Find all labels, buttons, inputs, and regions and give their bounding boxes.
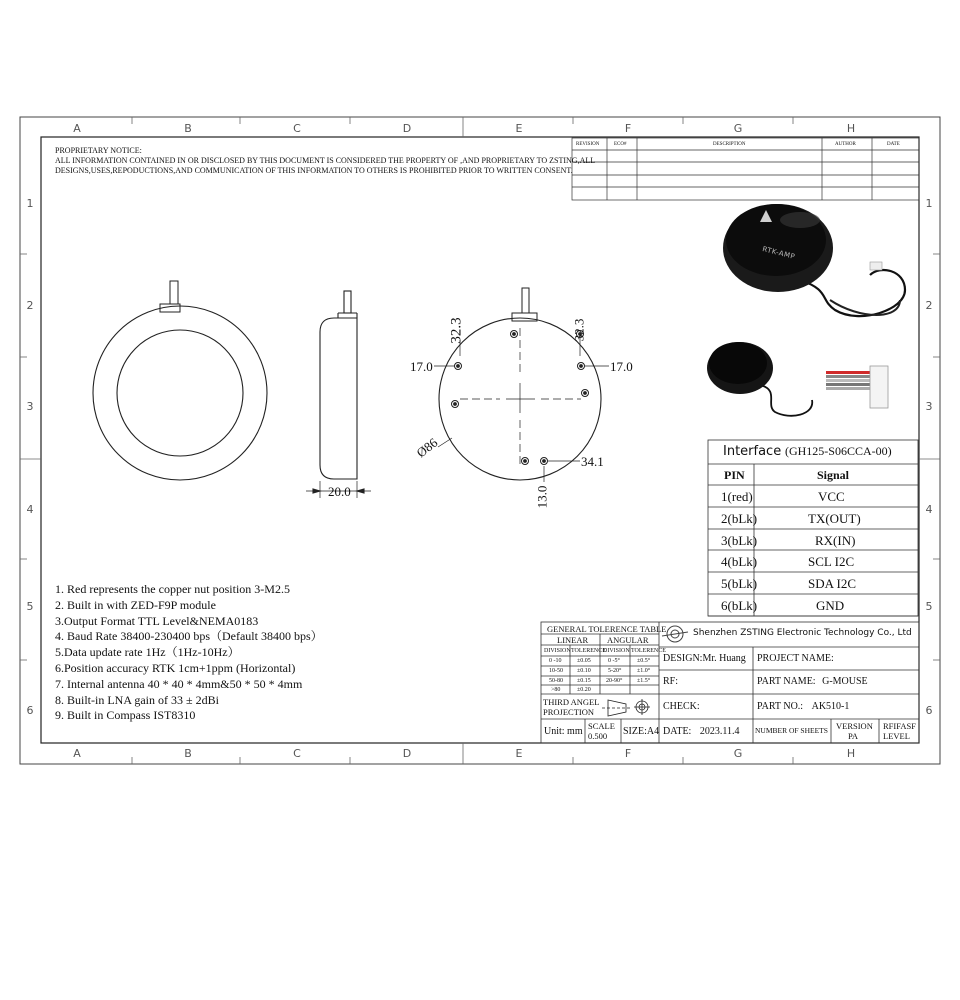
note-item: 7. Internal antenna 40 * 40 * 4mm&50 * 50 * 4mm [55,676,303,691]
dim-17-0-right: 17.0 [610,359,633,374]
part-name-field [757,676,868,687]
product-photo-large [723,204,905,316]
interface-signal: TX(OUT) [808,511,861,526]
unit-label: Unit: mm [544,726,583,737]
tol-header: DIVISION [603,648,630,654]
zone-row-4-right: 4 [925,503,933,516]
interface-pin: 1(red) [721,489,753,504]
rev-header-author: AUTHOR [835,142,856,147]
tolerance-angular: ANGULAR [607,635,649,645]
tol-cell: 0 -10 [549,658,562,664]
zone-col-c: C [293,122,301,135]
interface-row [708,573,918,594]
dim-32-3-right: 32.3 [571,318,587,342]
zone-col-d: D [402,122,412,135]
interface-row [708,530,918,551]
note-item: 8. Built-in LNA gain of 33 ± 2dBi [55,692,219,707]
zone-row-5-right: 5 [925,600,933,613]
zone-row-1-right: 1 [925,197,933,210]
zone-col-a-bottom: A [73,747,81,760]
tol-cell: 5-20° [608,668,622,674]
version-value: PA [847,731,859,741]
part-no-value: AK510-1 [811,701,850,712]
interface-row [708,486,918,507]
tol-cell: 50-80 [549,678,563,684]
rf-field: RF: [663,676,679,687]
notice-line-1: ALL INFORMATION CONTAINED IN OR DISCLOSED BY THIS DOCUMENT IS CONSIDERED THE PROPERTY OF ,AND PROPRIETARY TO ZSTING,ALL [55,156,596,165]
scale-value: 0.500 [588,731,608,741]
zone-row-4: 4 [26,503,34,516]
zone-col-h-bottom: H [846,747,856,760]
note-item: 9. Built in Compass IST8310 [55,708,196,723]
interface-pin: 5(bLk) [721,576,758,591]
proprietary-notice [55,146,595,176]
tol-cell: 10-50 [549,668,563,674]
company-name: Shenzhen ZSTING Electronic Technology Co., Ltd [693,628,912,638]
interface-row [708,508,918,529]
interface-pin: 2(bLk) [721,511,758,526]
projection-line-2: PROJECTION [543,707,595,717]
zone-row-6: 6 [26,704,34,717]
product-label: RTK-AMP [761,245,796,261]
note-item: 1. Red represents the copper nut position 3-M2.5 [55,582,290,596]
notice-line-2: DESIGNS,USES,REPODUCTIONS,AND COMMUNICATION OF THIS INFORMATION TO OTHERS IS PROHIBITED PRIOR TO WRITTEN CONSENT. [55,166,573,175]
zone-row-6-right: 6 [925,704,933,717]
zone-col-f: F [624,122,632,135]
zone-col-g: G [733,122,743,135]
tol-cell: ±1.0° [637,668,651,674]
interface-title [723,443,892,460]
interface-signal: RX(IN) [815,533,856,548]
side-view [306,291,371,498]
part-no-label: PART NO.: [757,701,804,712]
note-item: 6.Position accuracy RTK 1cm+1ppm (Horizontal) [55,660,296,675]
tol-cell: ±0.15 [577,678,591,684]
note-item: 4. Baud Rate 38400-230400 bps（Default 38400 bps） [55,629,323,644]
zone-col-g-bottom: G [733,747,743,760]
zone-col-b: B [184,122,192,135]
zone-col-b-bottom: B [184,747,192,760]
scale-block [588,721,615,741]
level-value: LEVEL [883,731,910,741]
interface-title-label: Interface [723,444,782,459]
interface-signal: SDA I2C [808,576,857,591]
tol-cell: 0 -5° [608,658,620,664]
date-field [663,726,739,737]
dim-13-0: 13.0 [534,485,550,509]
interface-row [708,551,918,572]
tolerance-linear: LINEAR [557,635,589,645]
scale-label: SCALE [588,721,615,731]
interface-header-pin: PIN [724,468,745,482]
rev-header-date: DATE [887,142,900,147]
tol-header: TOLERENCE [571,648,606,654]
interface-pin: 3(bLk) [721,533,758,548]
date-label: DATE: [663,726,692,737]
zone-row-2: 2 [26,299,34,312]
interface-pin: 6(bLk) [721,598,758,613]
tol-header: DIVISION [544,648,571,654]
projection-label [543,697,599,717]
interface-pin: 4(bLk) [721,554,758,569]
product-photo-small [707,342,812,416]
version-label: VERSION [836,721,873,731]
project-name-field: PROJECT NAME: [757,653,834,664]
part-name-label: PART NAME: [757,676,816,687]
part-no-field [757,701,849,712]
zone-row-1: 1 [26,197,34,210]
zone-col-f-bottom: F [624,747,632,760]
tol-cell: ±1.5° [637,678,651,684]
interface-connector: (GH125-S06CCA-00) [784,444,892,458]
note-item: 5.Data update rate 1Hz（1Hz-10Hz） [55,645,240,660]
version-field [836,721,873,741]
dim-34-1: 34.1 [581,454,604,469]
date-value: 2023.11.4 [699,726,740,737]
dim-20-0: 20.0 [328,484,351,499]
rev-header-eco: ECO# [614,142,627,147]
zone-col-e-bottom: E [515,747,523,760]
notice-title: PROPRIETARY NOTICE: [55,146,142,155]
zone-row-3: 3 [26,400,34,413]
projection-line-1: THIRD ANGEL [543,697,600,707]
tol-cell: 20-90° [606,678,623,684]
tol-header: TOLERENCE [631,648,666,654]
tol-cell: ±0.5° [637,658,651,664]
design-field: DESIGN:Mr. Huang [663,653,746,664]
zone-col-a: A [73,122,81,135]
dim-17-0-left: 17.0 [410,359,433,374]
tol-cell: ±0.20 [577,687,591,693]
check-field: CHECK: [663,701,700,712]
front-view [93,281,267,480]
sheets-field: NUMBER OF SHEETS [755,726,828,735]
spec-notes [55,582,323,724]
tol-cell: >80 [551,687,561,693]
interface-signal: GND [816,598,845,613]
interface-signal: VCC [818,489,845,504]
dim-32-3-left: 32.3 [448,317,465,344]
projection-symbol [602,699,650,716]
tolerance-title: GENERAL TOLERENCE TABLE [547,624,667,634]
zone-col-c-bottom: C [293,747,301,760]
zone-row-5: 5 [26,600,34,613]
interface-header-signal: Signal [817,468,850,482]
part-name-value: G-MOUSE [822,676,868,687]
size-label: SIZE:A4 [623,726,660,737]
dim-diameter-86: Ø86 [413,434,441,461]
rev-header-revision: REVISION [576,142,600,147]
zone-col-h: H [846,122,856,135]
tol-cell: ±0.10 [577,668,591,674]
cable-connector-photo [826,366,888,408]
rev-header-description: DESCRIPTION [713,142,746,147]
zone-row-2-right: 2 [925,299,933,312]
interface-row [708,595,918,616]
level-field [883,721,916,741]
zone-col-e: E [515,122,523,135]
zone-row-3-right: 3 [925,400,933,413]
zone-col-d-bottom: D [402,747,412,760]
interface-signal: SCL I2C [808,554,855,569]
level-label: RFIFASF [883,721,916,731]
note-item: 3.Output Format TTL Level&NEMA0183 [55,613,259,628]
note-item: 2. Built in with ZED-F9P module [55,597,216,612]
tol-cell: ±0.05 [577,658,591,664]
